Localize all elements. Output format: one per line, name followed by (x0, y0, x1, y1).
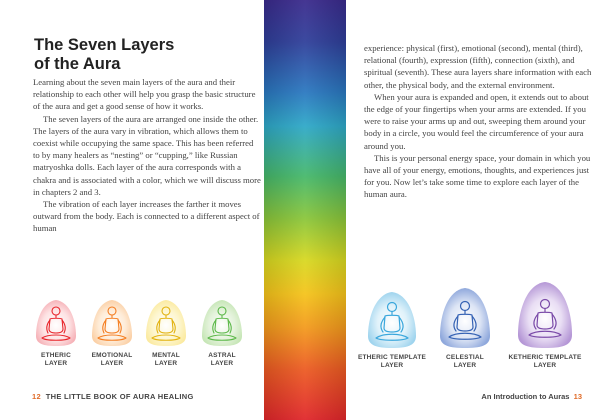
figure-caption: ETHERIC TEMPLATE LAYER (357, 354, 427, 369)
left-footer (32, 392, 194, 401)
left-page (0, 0, 264, 420)
right-footer (481, 392, 582, 401)
etheric-template-layer-figure (352, 290, 432, 370)
paragraph: This is your personal energy space, your domain in which you have all of your energy, emotions, thoughts, and experiences just for you. Now let’s take some time to explore each layer of the human aura. (364, 152, 591, 200)
running-head: THE LITTLE BOOK OF AURA HEALING (45, 392, 194, 401)
title-line-1: The Seven Layers (34, 36, 175, 54)
meditating-figure-icon (436, 286, 494, 350)
right-page (346, 0, 600, 420)
meditating-figure-icon (142, 298, 190, 348)
figure-caption: CELESTIAL LAYER (446, 354, 484, 369)
paragraph: Learning about the seven main layers of the aura and their relationship to each other will help you grasp the basic structure of the aura and get a good sense of how it works. (33, 77, 256, 112)
left-body-text (33, 76, 261, 235)
paragraph: When your aura is expanded and open, it extends out to about the edge of your fingertips when your arms are extended. If you were to raise your arms up and out, sweeping them around your body in a circle, you would feel the circumference of your aura around you. (364, 91, 589, 151)
running-head: An Introduction to Auras (481, 392, 570, 401)
paragraph: The seven layers of the aura are arranged one inside the other. The layers of the aura vary in vibration, which allows them to coexist while occupying the same space. This has been referred to by many healers as “nesting” or “cupping,” like Russian matryoshka dolls. Each layer of the aura corresponds with a chakra and is associated with a color, which we will discuss more in chapters 2 and 3. (33, 113, 261, 197)
emotional-layer-figure (86, 298, 138, 368)
ketheric-template-layer-figure (502, 280, 588, 370)
meditating-figure-icon (198, 298, 246, 348)
mental-layer-figure (140, 298, 192, 368)
book-spine-shadow (264, 0, 346, 420)
title-line-2: of the Aura (34, 55, 121, 73)
figure-caption: ETHERIC LAYER (41, 352, 71, 367)
figure-caption: KETHERIC TEMPLATE LAYER (508, 354, 582, 369)
paragraph: The vibration of each layer increases the farther it moves outward from the body. Each is connected to a different aspect of human (33, 199, 260, 234)
meditating-figure-icon (32, 298, 80, 348)
meditating-figure-icon (514, 280, 576, 350)
figure-caption: ASTRAL LAYER (208, 352, 236, 367)
right-body-text (364, 42, 592, 201)
page-title (34, 36, 259, 74)
etheric-layer-figure (30, 298, 82, 368)
page-number: 13 (573, 392, 582, 401)
figure-caption: MENTAL LAYER (152, 352, 180, 367)
meditating-figure-icon (364, 290, 420, 350)
page-number: 12 (32, 392, 41, 401)
figure-caption: EMOTIONAL LAYER (91, 352, 133, 367)
paragraph: experience: physical (first), emotional (second), mental (third), relational (fourth), expression (fifth), connection (sixth), and spiritual (seventh). These aura layers share information with each other, the physical body, and the external environment. (364, 43, 592, 90)
astral-layer-figure (196, 298, 248, 368)
celestial-layer-figure (434, 286, 496, 370)
meditating-figure-icon (88, 298, 136, 348)
